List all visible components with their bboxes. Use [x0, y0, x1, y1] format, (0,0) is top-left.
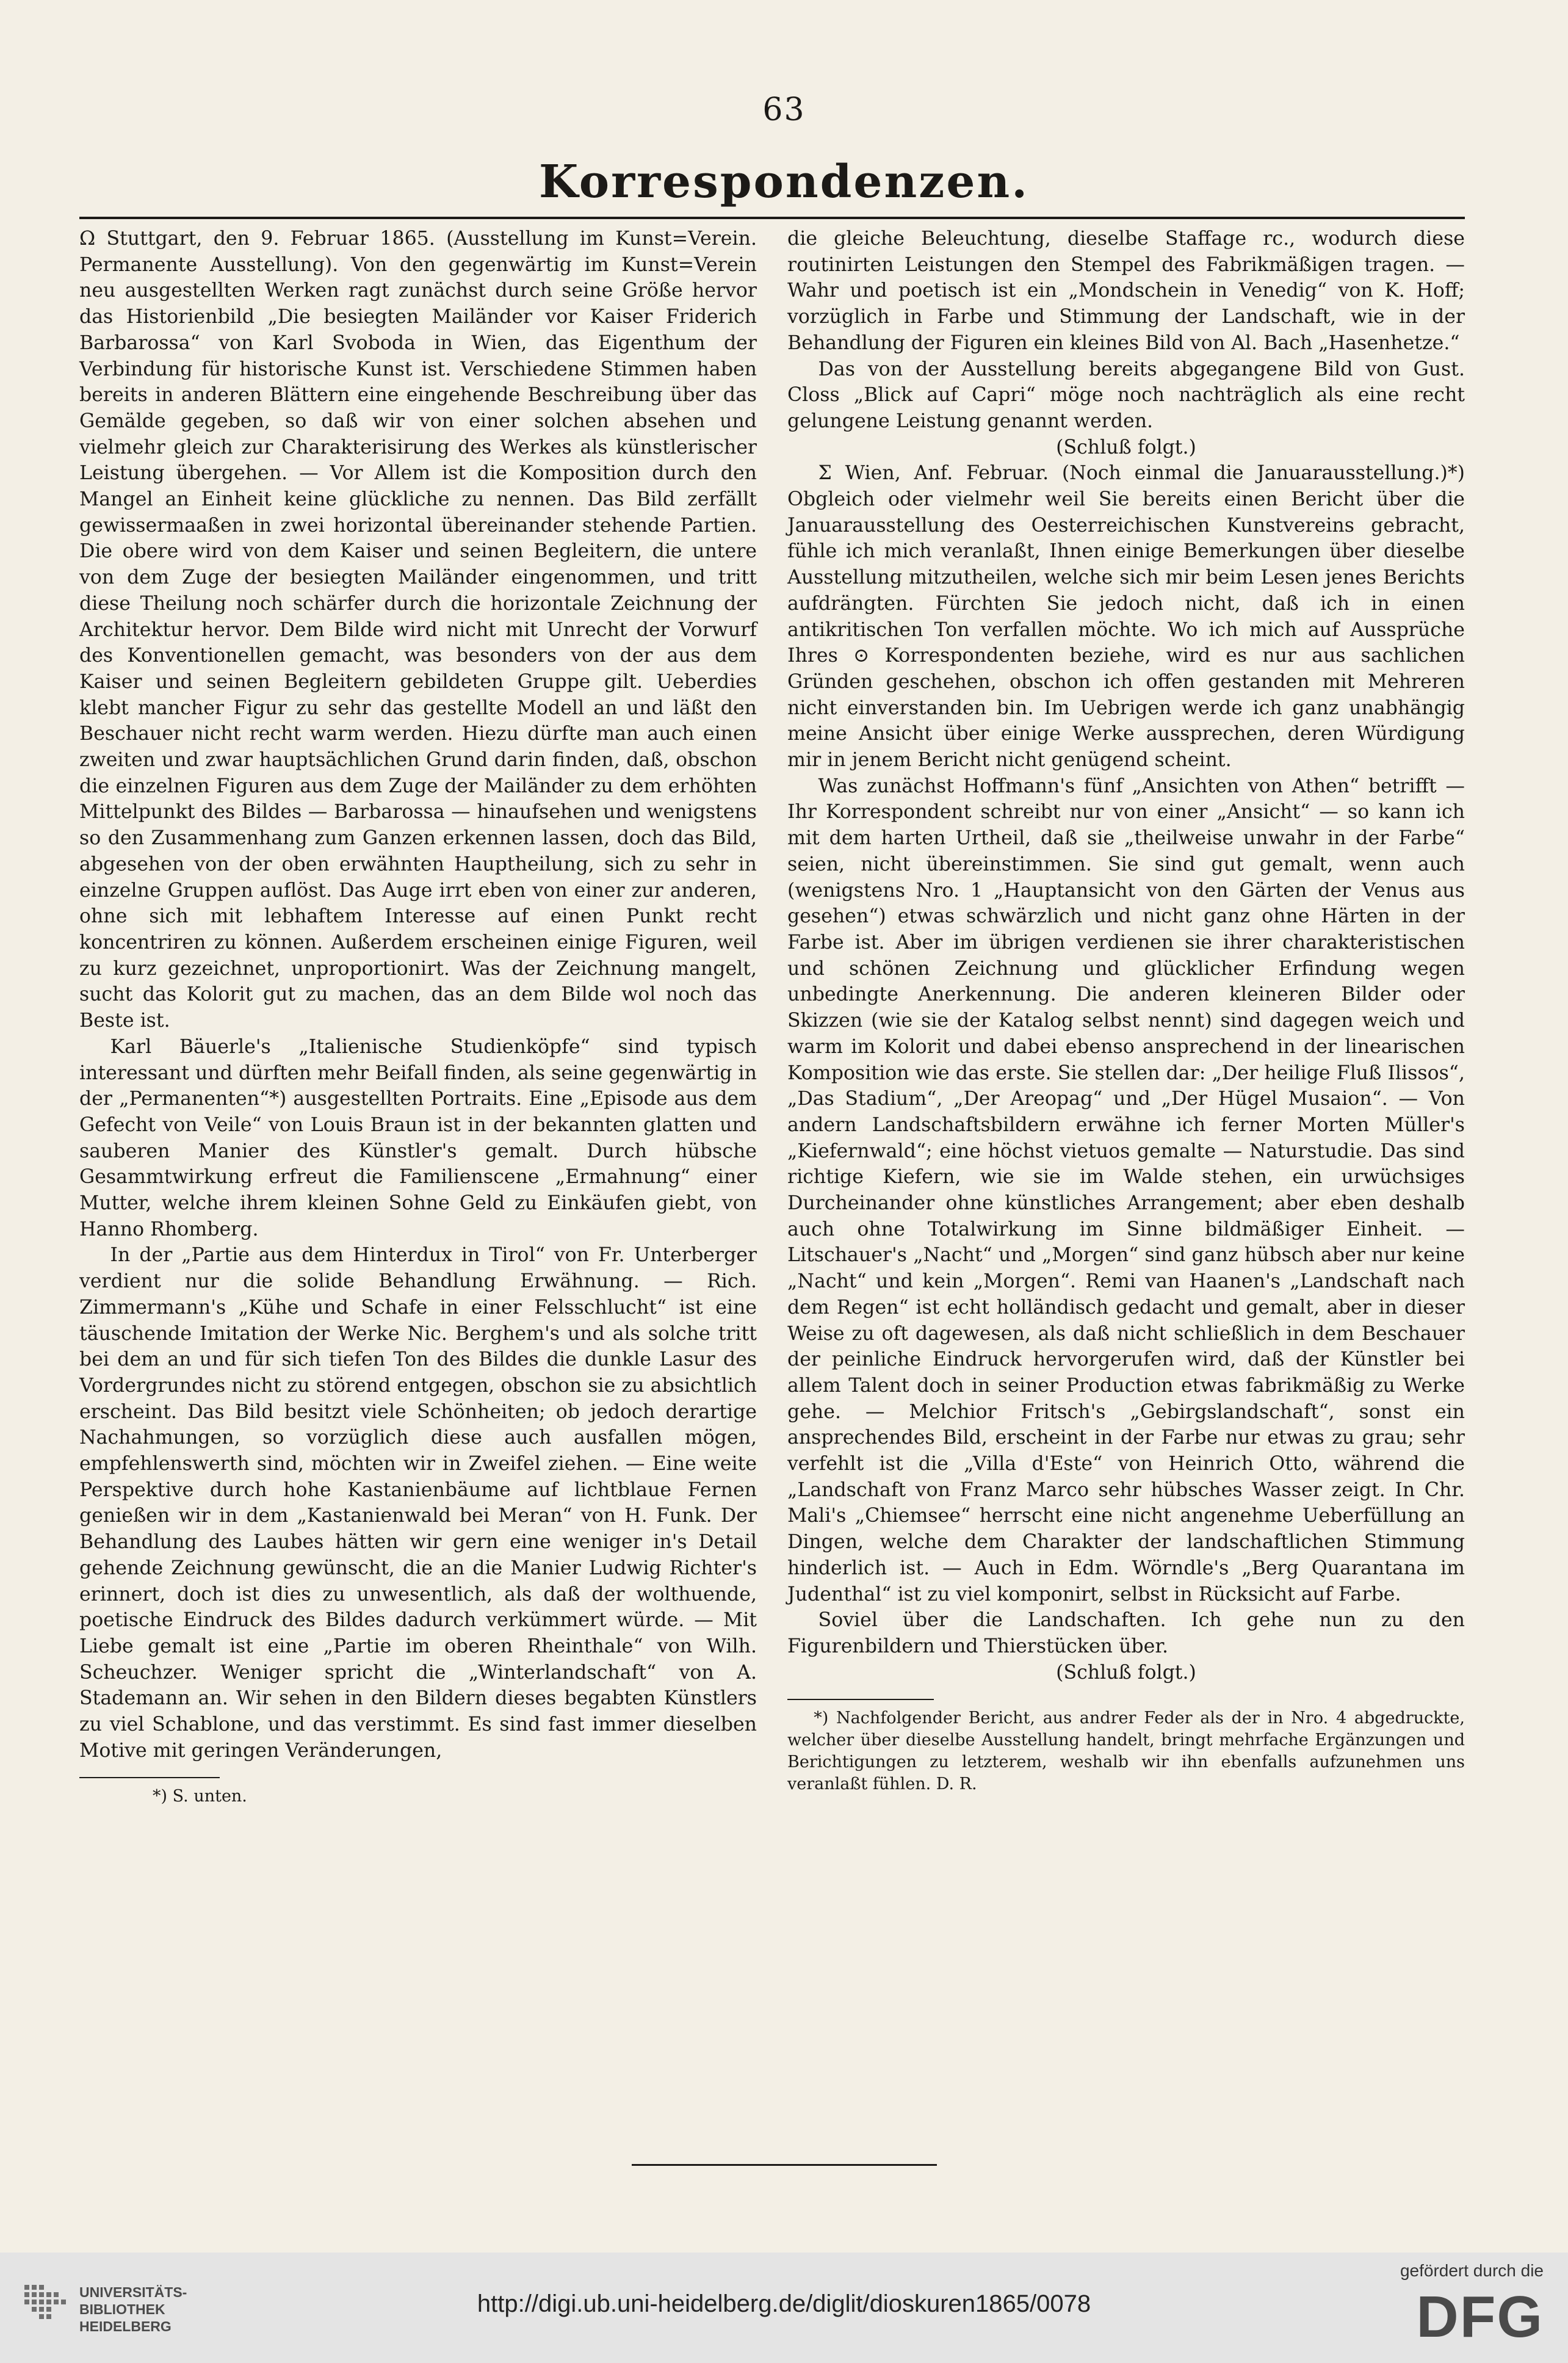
right-column [787, 226, 1465, 1795]
article-stuttgart-p2: Karl Bäuerle's „Italienische Studienköpfe“ sind typisch interessant und dürften mehr Beifall finden, als seine gegenwärtig in der „Permanenten“*) ausgestellten Portraits. Eine „Episode aus dem Gefecht von Veile“ von Louis Braun ist in der bekannten glatten und sauberen Manier des Künstler's gemalt. Durch hübsche Gesammtwirkung erfreut die Familienscene „Ermahnung“ einer Mutter, welche ihrem kleinen Sohne Geld zu Einkäufen giebt, von Hanno Rhomberg. [79, 1035, 757, 1240]
page-number: 63 [762, 92, 806, 128]
article-stuttgart-p3: In der „Partie aus dem Hinterdux in Tirol“ von Fr. Unterberger verdient nur die solide Behandlung Erwähnung. — Rich. Zimmermann's „Kühe und Schafe in einer Felsschlucht“ ist eine täuschende Imitation der Werke Nic. Berghem's und als solche tritt bei dem an und für sich tiefen Ton des Bildes die dunkle Lasur des Vordergrundes nicht zu störend entgegen, obschon sie zu absichtlich erscheint. Das Bild besitzt viele Schönheiten; ob jedoch derartige Nachahmungen, so vorzüglich diese auch ausfallen mögen, empfehlenswerth sind, möchten wir in Zweifel ziehen. — Eine weite Perspektive durch hohe Kastanienbäume auf lichtblaue Fernen genießen wir in dem „Kastanienwald bei Meran“ von H. Funk. Der Behandlung des Laubes hätten wir gern eine weniger in's Detail gehende Zeichnung gewünscht, die an die Manier Ludwig Richter's erinnert, doch ist dies zu unwesentlich, als daß der wolthuende, poetische Eindruck des Bildes dadurch verkümmert würde. — Mit Liebe gemalt ist eine „Partie im oberen Rheinthale“ von Wilh. Scheuchzer. Weniger spricht die „Winterlandschaft“ von A. Stademann an. Wir sehen in den Bildern dieses begabten Künstlers zu viel Schablone, und das verstimmt. Es sind fast immer dieselben Motive mit geringen Veränderungen, [79, 1244, 757, 1762]
library-name-line: BIBLIOTHEK [79, 2301, 165, 2317]
library-name-line: UNIVERSITÄTS- [79, 2284, 187, 2300]
continued-note: (Schluß folgt.) [1056, 436, 1196, 458]
left-column [79, 226, 757, 1808]
article-wien-p3: Soviel über die Landschaften. Ich gehe nun zu den Figurenbildern und Thierstücken über. [787, 1609, 1465, 1657]
dfg-logo[interactable]: DFG [1416, 2284, 1544, 2350]
continued-note: (Schluß folgt.) [1056, 1661, 1196, 1684]
article-stuttgart-p4: die gleiche Beleuchtung, dieselbe Staffage rc., wodurch diese routinirten Leistungen den Stempel des Fabrikmäßigen tragen. — Wahr und poetisch ist ein „Mondschein in Venedig“ von K. Hoff; vorzüglich in Farbe und Stimmung der Landschaft, wie in der Behandlung der Figuren ein kleines Bild von Al. Bach „Hasenhetze.“ [787, 228, 1465, 354]
footnote-rule [787, 1699, 934, 1700]
article-stuttgart-p5: Das von der Ausstellung bereits abgegangene Bild von Gust. Closs „Blick auf Capri“ möge noch nachträglich als eine recht gelungene Leistung genannt werden. [787, 358, 1465, 432]
digitization-footer [0, 2253, 1568, 2363]
funded-by-label: gefördert durch die [1400, 2261, 1544, 2280]
permalink-url[interactable]: http://digi.ub.uni-heidelberg.de/diglit/dioskuren1865/0078 [477, 2290, 1091, 2317]
article-wien-p2: Was zunächst Hoffmann's fünf „Ansichten von Athen“ betrifft — Ihr Korrespondent schreibt nur von einer „Ansicht“ — so kann ich mit dem harten Urtheil, daß sie „theilweise unwahr in der Farbe“ seien, nicht übereinstimmen. Sie sind gut gemalt, wenn auch (wenigstens Nro. 1 „Hauptansicht von den Gärten der Venus aus gesehen“) etwas schwärzlich und nicht ganz ohne Härten in der Farbe ist. Aber im übrigen verdienen sie ihrer charakteristischen und schönen Zeichnung und glücklicher Erfindung wegen unbedingte Anerkennung. Die anderen kleineren Bilder oder Skizzen (wie sie der Katalog selbst nennt) sind dagegen weich und warm im Kolorit und dabei ebenso ansprechend in der linearischen Komposition wie das erste. Sie stellen dar: „Der heilige Fluß Ilissos“, „Das Stadium“, „Der Areopag“ und „Der Hügel Musaion“. — Von andern Landschaftsbildern erwähne ich ferner Morten Müller's „Kiefernwald“; eine höchst vietuos gemalte — Naturstudie. Das sind richtige Kiefern, wie sie im Walde stehen, ein urwüchsiges Durcheinander ohne künstliches Arrangement; aber eben deshalb auch ohne Totalwirkung im Sinne bildmäßiger Einheit. — Litschauer's „Nacht“ und „Morgen“ sind ganz hübsch aber nur keine „Nacht“ und kein „Morgen“. Remi van Haanen's „Landschaft nach dem Regen“ ist echt holländisch gedacht und gemalt, aber in dieser Weise zu oft dagewesen, als daß nicht schließlich in dem Beschauer der peinliche Eindruck hervorgerufen wird, daß der Künstler bei allem Talent doch in seiner Production etwas fabrikmäßig zu Werke gehe. — Melchior Fritsch's „Gebirgslandschaft“, sonst ein ansprechendes Bild, erscheint in der Farbe nur etwas zu grau; sehr verfehlt ist die „Villa d'Este“ von Heinrich Otto, während die „Landschaft von Franz Marco sehr hübsches Wasser zeigt. In Chr. Mali's „Chiemsee“ herrscht eine nicht angenehme Ueberfüllung an Dingen, welche dem Charakter der landschaftlichen Stimmung hinderlich ist. — Auch in Edm. Wörndle's „Berg Quarantana im Judenthal“ ist zu viel komponirt, selbst in Rücksicht auf Farbe. [787, 775, 1465, 1605]
article-wien-p1: Σ Wien, Anf. Februar. (Noch einmal die Januarausstellung.)*) Obgleich oder vielmehr weil Sie bereits einen Bericht über die Januarausstellung des Oesterreichischen Kunstvereins gebracht, fühle ich mich veranlaßt, Ihnen einige Bemerkungen über dieselbe Ausstellung mitzutheilen, welche sich mir beim Lesen jenes Berichts aufdrängten. Fürchten Sie jedoch nicht, daß ich in einen antikritischen Ton verfallen möchte. Wo ich mich auf Aussprüche Ihres ⊙ Korrespondenten beziehe, wird es nur aus sachlichen Gründen geschehen, obschon ich offen gestanden mit Mehreren nicht einverstanden bin. Im Uebrigen werde ich ganz unabhängig meine Ansicht über einige Werke aussprechen, deren Würdigung mir in jenem Bericht nicht genügend scheint. [787, 462, 1465, 772]
article-stuttgart-p1: Ω Stuttgart, den 9. Februar 1865. (Ausstellung im Kunst=Verein. Permanente Ausstellung). Von den gegenwärtig im Kunst=Verein neu ausgestellten Werken ragt zunächst durch seine Größe hervor das Historienbild „Die besiegten Mailänder vor Kaiser Friderich Barbarossa“ von Karl Svoboda in Wien, das Eigenthum der Verbindung für historische Kunst ist. Verschiedene Stimmen haben bereits in anderen Blättern eine eingehende Beschreibung über das Gemälde gegeben, so daß wir von einer solchen absehen und vielmehr gleich zur Charakterisirung des Werkes als künstlerischer Leistung übergehen. — Vor Allem ist die Komposition durch den Mangel an Einheit keine glückliche zu nennen. Das Bild zerfällt gewissermaaßen in zwei horizontal übereinander stehende Partien. Die obere wird von dem Kaiser und seinen Begleitern, die untere von dem Zuge der besiegten Mailänder eingenommen, und tritt diese Theilung noch schärfer durch die horizontale Zeichnung der Architektur hervor. Dem Bilde wird nicht mit Unrecht der Vorwurf des Konventionellen gemacht, was besonders von der aus dem Kaiser und seinen Begleitern gebildeten Gruppe gilt. Ueberdies klebt mancher Figur zu sehr das gestellte Modell an und läßt den Beschauer nicht recht warm werden. Hiezu dürfte man auch einen zweiten und zwar hauptsächlichen Grund darin finden, daß, obschon die einzelnen Figuren aus dem Zuge der Mailänder zu dem erhöhten Mittelpunkt des Bildes — Barbarossa — hinaufsehen und wenigstens so den Zusammenhang zum Ganzen erkennen lassen, doch das Bild, abgesehen von der oben erwähnten Hauptheilung, sich zu sehr in einzelne Gruppen auflöst. Das Auge irrt eben von einer zur anderen, ohne sich mit lebhaftem Interesse auf einen Punkt recht koncentriren zu können. Außerdem erscheinen einige Figuren, weil zu kurz gezeichnet, unproportionirt. Was der Zeichnung mangelt, sucht das Kolorit gut zu machen, das an dem Bilde wol noch das Beste ist. [79, 228, 757, 1032]
section-title: Korrespondenzen. [539, 156, 1029, 208]
library-name-line: HEIDELBERG [79, 2318, 172, 2334]
footnote-rule [79, 1777, 220, 1778]
footnote-left: *) S. unten. [153, 1787, 247, 1806]
end-rule [632, 2164, 937, 2166]
footnote-right: *) Nachfolgender Bericht, aus andrer Feder als der in Nro. 4 abgedruckte, welcher über dieselbe Ausstellung handelt, bringt mehrfache Ergänzungen und Berichtigungen zu letzterem, weshalb wir ihn ebenfalls aufzunehmen uns veranlaßt fühlen. D. R. [787, 1709, 1465, 1794]
title-rule [79, 217, 1465, 219]
